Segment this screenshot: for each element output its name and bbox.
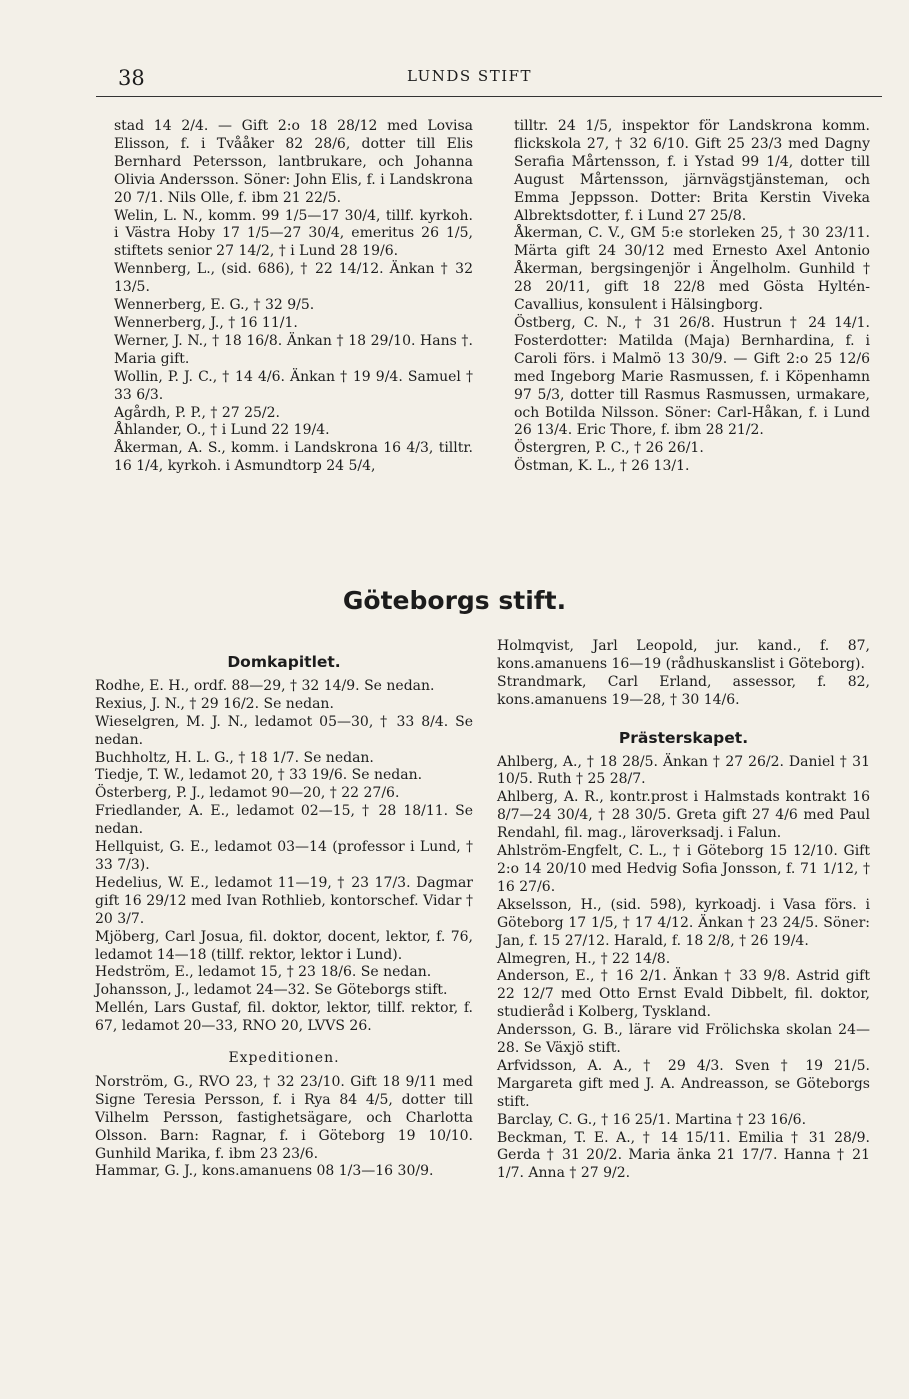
entry-paragraph: Ahlberg, A. R., kontr.prost i Halmstads kontrakt 16 8/7—24 30/4, † 28 30/5. Greta gift 27 4/6 med Paul Rendahl, fil. mag., läroverksadj. i Falun.	[497, 789, 870, 842]
lund-column-left	[114, 118, 473, 476]
header-rule	[96, 96, 882, 97]
entry-paragraph: Arfvidsson, A. A., † 29 4/3. Sven † 19 21/5. Margareta gift med J. A. Andreasson, se Göteborgs stift.	[497, 1057, 870, 1110]
entry-paragraph: Hellquist, G. E., ledamot 03—14 (professor i Lund, † 33 7/3).	[95, 839, 473, 873]
entry-paragraph: Agårdh, P. P., † 27 25/2.	[114, 404, 281, 421]
entry-paragraph: Strandmark, Carl Erland, assessor, f. 82, kons.amanuens 19—28, † 30 14/6.	[497, 673, 870, 708]
entry-paragraph: Wieselgren, M. J. N., ledamot 05—30, † 33 8/4. Se nedan.	[95, 713, 473, 748]
entry-paragraph: Almegren, H., † 22 14/8.	[497, 950, 671, 967]
entry-paragraph: Holmqvist, Jarl Leopold, jur. kand., f. 87, kons.amanuens 16—19 (rådhuskanslist i Göteborg).	[497, 638, 870, 672]
entry-paragraph: Åkerman, A. S., komm. i Landskrona 16 4/3, tilltr. 16 1/4, kyrkoh. i Asmundtorp 24 5/4,	[114, 440, 473, 475]
entry-paragraph: Åhlander, O., † i Lund 22 19/4.	[114, 422, 330, 439]
entry-paragraph: Friedlander, A. E., ledamot 02—15, † 28 18/11. Se nedan.	[95, 803, 473, 838]
entry-paragraph: Österberg, P. J., ledamot 90—20, † 22 27/6.	[95, 785, 400, 802]
entry-paragraph: Wennberg, L., (sid. 686), † 22 14/12. Änkan † 32 13/5.	[114, 261, 473, 296]
entry-paragraph: Mellén, Lars Gustaf, fil. doktor, lektor, tillf. rektor, f. 67, ledamot 20—33, RNO 20, LVVS 26.	[95, 1000, 473, 1035]
entry-paragraph: Åkerman, C. V., GM 5:e storleken 25, † 30 23/11. Märta gift 24 30/12 med Ernesto Axel Antonio Åkerman, bergsingenjör i Ängelholm. Gunhild † 28 20/11, gift 18 22/8 med Gösta Hyltén-Cavallius, konsulent i Hälsingborg.	[514, 225, 870, 314]
entry-paragraph: Anderson, E., † 16 2/1. Änkan † 33 9/8. Astrid gift 22 12/7 med Otto Ernst Evald Dibbelt, fil. doktor, studieråd i Kolberg, Tyskland.	[497, 968, 870, 1021]
goteborg-column-left	[95, 648, 473, 1181]
goteborg-column-right	[497, 638, 870, 1183]
entry-paragraph: Rodhe, E. H., ordf. 88—29, † 32 14/9. Se nedan.	[95, 677, 435, 694]
entry-paragraph: Hammar, G. J., kons.amanuens 08 1/3—16 30/9.	[95, 1163, 434, 1180]
entry-paragraph: Rexius, J. N., † 29 16/2. Se nedan.	[95, 695, 334, 712]
entry-paragraph: Wennerberg, J., † 16 11/1.	[114, 314, 298, 331]
entry-paragraph: Welin, L. N., komm. 99 1/5—17 30/4, tillf. kyrkoh. i Västra Hoby 17 1/5—27 30/4, emeritus 26 1/5, stiftets senior 27 14/2, † i Lund 28 19/6.	[114, 207, 473, 260]
entry-paragraph: Buchholtz, H. L. G., † 18 1/7. Se nedan.	[95, 749, 374, 766]
entry-paragraph: Östman, K. L., † 26 13/1.	[514, 458, 690, 475]
entry-paragraph: Ahlström-Engfelt, C. L., † i Göteborg 15 12/10. Gift 2:o 14 20/10 med Hedvig Sofia Jonsson, f. 71 1/12, † 16 27/6.	[497, 843, 870, 895]
entry-paragraph: Hedström, E., ledamot 15, † 23 18/6. Se nedan.	[95, 964, 432, 981]
entry-paragraph: Ahlberg, A., † 18 28/5. Änkan † 27 26/2. Daniel † 31 10/5. Ruth † 25 28/7.	[497, 753, 870, 788]
entry-paragraph: Norström, G., RVO 23, † 32 23/10. Gift 18 9/11 med Signe Teresia Persson, f. i Rya 84 4/5, dotter till Vilhelm Persson, fastighetsägare, och Charlotta Olsson. Barn: Ragnar, f. i Göteborg 19 10/10. Gunhild Marika, f. ibm 23 23/6.	[95, 1073, 473, 1162]
entry-paragraph: Hedelius, W. E., ledamot 11—19, † 23 17/3. Dagmar gift 16 29/12 med Ivan Rothlieb, kontorschef. Vidar † 20 3/7.	[95, 874, 473, 927]
heading-expeditionen: Expeditionen.	[228, 1050, 340, 1067]
entry-paragraph: Beckman, T. E. A., † 14 15/11. Emilia † 31 28/9. Gerda † 31 20/2. Maria änka 21 17/7. Hanna † 21 1/7. Anna † 27 9/2.	[497, 1129, 870, 1182]
page-number: 38	[118, 66, 145, 90]
section-title-goteborg: Göteborgs stift.	[342, 586, 567, 615]
entry-paragraph: Barclay, C. G., † 16 25/1. Martina † 23 16/6.	[497, 1111, 807, 1128]
entry-paragraph: Wennerberg, E. G., † 32 9/5.	[114, 297, 315, 314]
entry-paragraph: Wollin, P. J. C., † 14 4/6. Änkan † 19 9/4. Samuel † 33 6/3.	[114, 368, 473, 403]
entry-paragraph: Tiedje, T. W., ledamot 20, † 33 19/6. Se nedan.	[95, 767, 423, 784]
entry-paragraph: Östergren, P. C., † 26 26/1.	[514, 440, 704, 457]
entry-paragraph: Andersson, G. B., lärare vid Frölichska skolan 24—28. Se Växjö stift.	[497, 1022, 870, 1057]
heading-prasterskapet: Prästerskapet.	[618, 728, 749, 747]
entry-paragraph: Johansson, J., ledamot 24—32. Se Göteborgs stift.	[95, 982, 448, 999]
entry-paragraph: Mjöberg, Carl Josua, fil. doktor, docent, lektor, f. 76, ledamot 14—18 (tillf. rektor, lektor i Lund).	[95, 928, 473, 963]
page-header-title: LUNDS STIFT	[406, 67, 533, 85]
entry-paragraph: Östberg, C. N., † 31 26/8. Hustrun † 24 14/1. Fosterdotter: Matilda (Maja) Bernhardina, f. i Caroli förs. i Malmö 13 30/9. — Gift 2:o 25 12/6 med Ingeborg Marie Rasmussen, f. i Köpenhamn 97 5/3, dotter till Rasmus Rasmussen, urmakare, och Botilda Nilsson. Söner: Carl-Håkan, f. i Lund 26 13/4. Eric Thore, f. ibm 28 21/2.	[514, 314, 870, 439]
entry-paragraph: tilltr. 24 1/5, inspektor för Landskrona komm. flickskola 27, † 32 6/10. Gift 25 23/3 med Dagny Serafia Mårtensson, f. i Ystad 99 1/4, dotter till August Mårtensson, järnvägstjänsteman, och Emma Jeppsson. Dotter: Brita Kerstin Viveka Albrektsdotter, f. i Lund 27 25/8.	[514, 118, 870, 224]
entry-paragraph: stad 14 2/4. — Gift 2:o 18 28/12 med Lovisa Elisson, f. i Tvååker 82 28/6, dotter till Elis Bernhard Petersson, lantbrukare, och Johanna Olivia Andersson. Söner: John Elis, f. i Landskrona 20 7/1. Nils Olle, f. ibm 21 22/5.	[114, 118, 473, 206]
lund-column-right	[514, 118, 870, 476]
heading-domkapitlet: Domkapitlet.	[227, 653, 341, 671]
entry-paragraph: Akselsson, H., (sid. 598), kyrkoadj. i Vasa förs. i Göteborg 17 1/5, † 17 4/12. Änkan † 23 24/5. Söner: Jan, f. 15 27/12. Harald, f. 18 2/8, † 26 19/4.	[497, 896, 870, 949]
entry-paragraph: Werner, J. N., † 18 16/8. Änkan † 18 29/10. Hans †. Maria gift.	[114, 332, 473, 367]
